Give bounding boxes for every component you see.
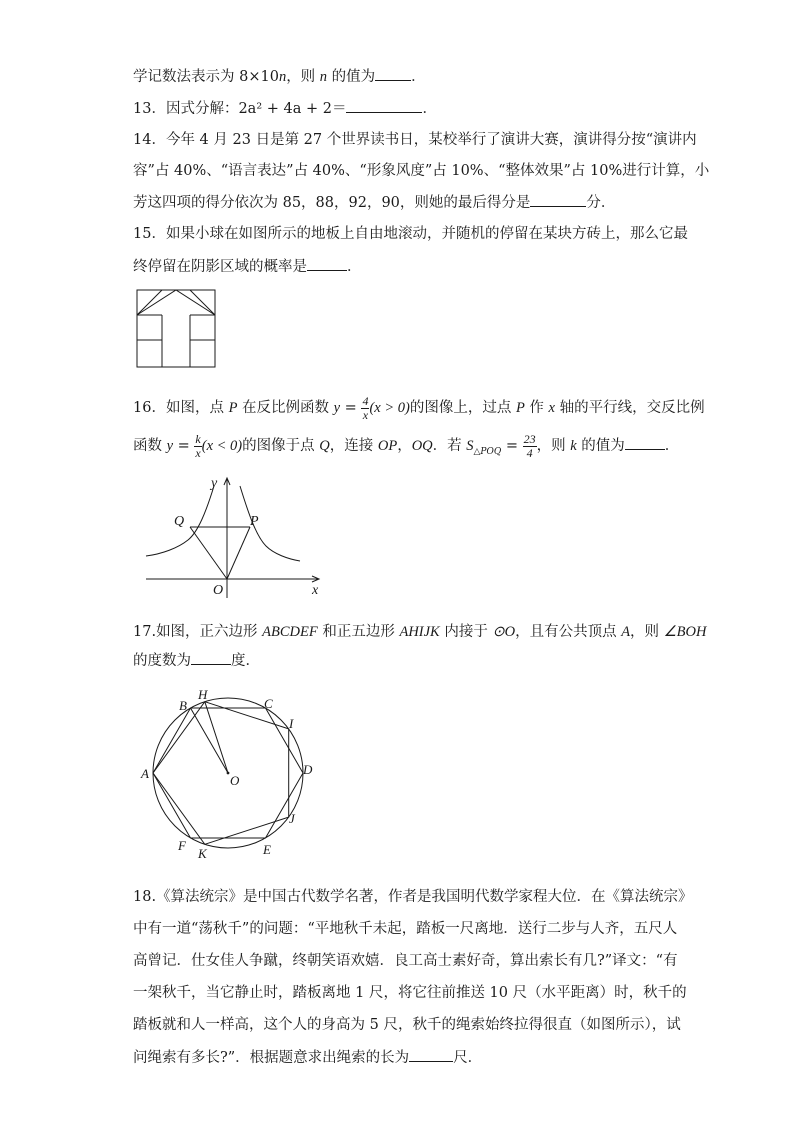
label-a: A bbox=[141, 766, 149, 781]
q16-seg-op: OP bbox=[377, 438, 398, 454]
q16-seg-oq: OQ bbox=[411, 438, 433, 454]
q12-dot: ． bbox=[411, 69, 426, 85]
q12-suffix: 的值为 bbox=[327, 69, 376, 85]
q16-text-k: 的值为 bbox=[576, 438, 625, 454]
q13-text: 因式分解：2a² + 4a + 2＝ bbox=[165, 101, 347, 117]
floor-outline bbox=[137, 290, 215, 367]
q15-answer-blank[interactable] bbox=[307, 256, 347, 271]
label-q: Q bbox=[174, 514, 185, 529]
q18-unit: 尺． bbox=[453, 1050, 483, 1066]
q16-text-j: ，则 bbox=[536, 438, 571, 454]
q17-hexagon: ABCDEF bbox=[262, 624, 318, 640]
q17-circle: ⊙O bbox=[492, 624, 516, 640]
q16-point-p: P bbox=[228, 400, 238, 416]
floor-line bbox=[190, 290, 215, 315]
q12-mid: ，则 bbox=[286, 69, 320, 85]
q16-answer-blank[interactable] bbox=[625, 435, 665, 450]
q16-text-g: 的图像于点 bbox=[242, 438, 320, 454]
q18-text-3: 高曾记．仕女佳人争蹴，终朝笑语欢嬉．良工高士素好奇，算出索长有几?”译文：“有 bbox=[133, 953, 678, 969]
frac-den: x bbox=[195, 445, 201, 460]
label-j: J bbox=[289, 811, 295, 826]
q18-text-1: 《算法统宗》是中国古代数学名著，作者是我国明代数学家程大位．在《算法统宗》 bbox=[156, 889, 693, 905]
arrow-head bbox=[137, 290, 215, 315]
q16-point-p2: P bbox=[515, 400, 525, 416]
q16-text-d: 作 bbox=[524, 400, 549, 416]
q16-text-f: 函数 bbox=[133, 438, 167, 454]
pentagon-ahijk bbox=[153, 702, 289, 845]
right-hyperbola bbox=[240, 486, 300, 561]
q17-angle: ∠BOH bbox=[663, 624, 707, 640]
q16-x-axis-name: x bbox=[548, 400, 555, 416]
q13-number: 13． bbox=[133, 101, 166, 117]
frac-num: 4 bbox=[362, 393, 369, 408]
q16-hyperbola-figure bbox=[140, 474, 340, 600]
q18-line3 bbox=[133, 951, 678, 971]
q14-text-1: 今年 4 月 23 日是第 27 个世界读书日，某校举行了演讲大赛，演讲得分按“演讲内 bbox=[165, 132, 697, 148]
q12-answer-blank[interactable] bbox=[375, 66, 411, 81]
label-d: D bbox=[303, 762, 313, 777]
q18-line1 bbox=[133, 887, 693, 907]
q16-text-e: 轴的平行线，交反比例 bbox=[554, 400, 705, 416]
label-x: x bbox=[312, 583, 319, 598]
q16-fraction-23-4 bbox=[523, 433, 537, 460]
q18-text-4: 一架秋千，当它静止时，踏板离地 1 尺，将它往前推送 10 尺（水平距离）时，秋千的 bbox=[133, 985, 687, 1001]
q18-line2 bbox=[133, 919, 677, 939]
q17-text-b: 和正五边形 bbox=[317, 624, 400, 640]
q16-s: S bbox=[466, 438, 474, 454]
q12-tail bbox=[133, 66, 426, 87]
frac-den: 4 bbox=[526, 445, 533, 460]
q18-line6 bbox=[133, 1047, 482, 1068]
q17-line1 bbox=[133, 620, 706, 644]
q17-text-f: 的度数为 bbox=[133, 653, 191, 669]
q12-var-n: n bbox=[319, 69, 328, 85]
q16-text-b: 在反比例函数 bbox=[237, 400, 334, 416]
segment-oq bbox=[190, 527, 227, 579]
q17-text-c: 内接于 bbox=[439, 624, 493, 640]
q16-line1 bbox=[133, 394, 705, 422]
label-h: H bbox=[198, 687, 208, 702]
q16-text-c: 的图像上，过点 bbox=[409, 400, 516, 416]
q16-fraction-kx bbox=[194, 433, 201, 460]
q13 bbox=[133, 98, 437, 119]
q16-eq: = bbox=[340, 400, 362, 416]
q16-y2: y bbox=[166, 438, 174, 454]
q16-text-a: 如图，点 bbox=[165, 400, 229, 416]
q17-unit: 度． bbox=[231, 653, 260, 669]
q13-answer-blank[interactable] bbox=[346, 98, 422, 113]
q16-sep: ， bbox=[397, 438, 412, 454]
q12-expr: 8×10 bbox=[239, 69, 279, 85]
q15-line1 bbox=[133, 224, 688, 244]
q16-s-sub: △POQ bbox=[473, 447, 502, 457]
q18-line4 bbox=[133, 983, 687, 1003]
q14-line2 bbox=[133, 161, 709, 181]
q18-answer-blank[interactable] bbox=[409, 1047, 453, 1062]
q17-text-a: 如图，正六边形 bbox=[156, 624, 263, 640]
q17-number: 17. bbox=[133, 624, 157, 640]
label-e: E bbox=[263, 842, 271, 857]
q14-answer-blank[interactable] bbox=[530, 192, 586, 207]
q13-dot: ． bbox=[422, 101, 437, 117]
segment-ob bbox=[191, 708, 229, 773]
frac-num: k bbox=[195, 431, 201, 446]
center-point bbox=[227, 772, 230, 775]
q18-line5 bbox=[133, 1015, 681, 1035]
q16-text-i: ．若 bbox=[432, 438, 467, 454]
q17-answer-blank[interactable] bbox=[191, 650, 231, 665]
q16-point-q: Q bbox=[319, 438, 330, 454]
q14-text-3: 芳这四项的得分依次为 85，88，92，90，则她的最后得分是 bbox=[133, 195, 531, 211]
segment-oh bbox=[205, 702, 228, 773]
q17-pentagon: AHIJK bbox=[399, 624, 440, 640]
q17-polygon-figure bbox=[135, 682, 335, 862]
q15-floor-figure bbox=[136, 289, 218, 369]
q14-line3 bbox=[133, 192, 615, 213]
q16-line2 bbox=[133, 432, 679, 466]
q16-cond1: (x > 0) bbox=[369, 400, 410, 416]
q15-line2 bbox=[133, 256, 362, 277]
label-k: K bbox=[198, 846, 207, 861]
q17-text-d: ，且有公共顶点 bbox=[515, 624, 622, 640]
q16-dot: ． bbox=[664, 438, 680, 454]
q16-cond2: (x < 0) bbox=[201, 438, 243, 454]
q15-text-2: 终停留在阴影区域的概率是 bbox=[133, 259, 307, 275]
q14-number: 14． bbox=[133, 132, 166, 148]
q14-line1 bbox=[133, 130, 697, 150]
q15-number: 15． bbox=[133, 226, 166, 242]
frac-den: x bbox=[362, 407, 369, 422]
q16-y: y bbox=[333, 400, 341, 416]
segment-op bbox=[227, 527, 250, 579]
q16-number: 16． bbox=[133, 400, 166, 416]
q15-dot: ． bbox=[347, 259, 362, 275]
label-b: B bbox=[179, 698, 187, 713]
label-p: P bbox=[250, 514, 259, 529]
q17-line2 bbox=[133, 650, 260, 671]
q18-text-2: 中有一道“荡秋千”的问题：“平地秋千未起，踏板一尺离地．送行二步与人齐，五尺人 bbox=[133, 921, 678, 937]
q16-eq2: = bbox=[173, 438, 195, 454]
label-c: C bbox=[264, 696, 273, 711]
q12-prefix: 学记数法表示为 bbox=[133, 69, 240, 85]
label-f: F bbox=[178, 838, 186, 853]
frac-num: 23 bbox=[523, 431, 536, 446]
floor-line bbox=[137, 290, 162, 315]
q16-eq3: = bbox=[501, 438, 523, 454]
q16-k: k bbox=[570, 438, 577, 454]
q14-text-2: 容”占 40%、“语言表达”占 40%、“形象风度”占 10%、“整体效果”占 10%进行计算，小 bbox=[133, 163, 710, 179]
q18-text-5: 踏板就和人一样高，这个人的身高为 5 尺，秋千的绳索始终拉得很直（如图所示），试 bbox=[133, 1017, 681, 1033]
q17-vertex-a: A bbox=[621, 624, 631, 640]
label-o: O bbox=[230, 773, 240, 788]
q18-number: 18. bbox=[133, 889, 157, 905]
label-y: y bbox=[211, 476, 218, 491]
q15-text-1: 如果小球在如图所示的地板上自由地滚动，并随机的停留在某块方砖上，那么它最 bbox=[165, 226, 688, 242]
q14-unit: 分． bbox=[586, 195, 616, 211]
label-i: I bbox=[289, 716, 294, 731]
q12-exponent: n bbox=[278, 69, 287, 85]
q17-text-e: ，则 bbox=[630, 624, 664, 640]
label-o: O bbox=[213, 583, 224, 598]
q18-text-6: 问绳索有多长?”．根据题意求出绳索的长为 bbox=[133, 1050, 410, 1066]
q16-text-h: ，连接 bbox=[329, 438, 378, 454]
